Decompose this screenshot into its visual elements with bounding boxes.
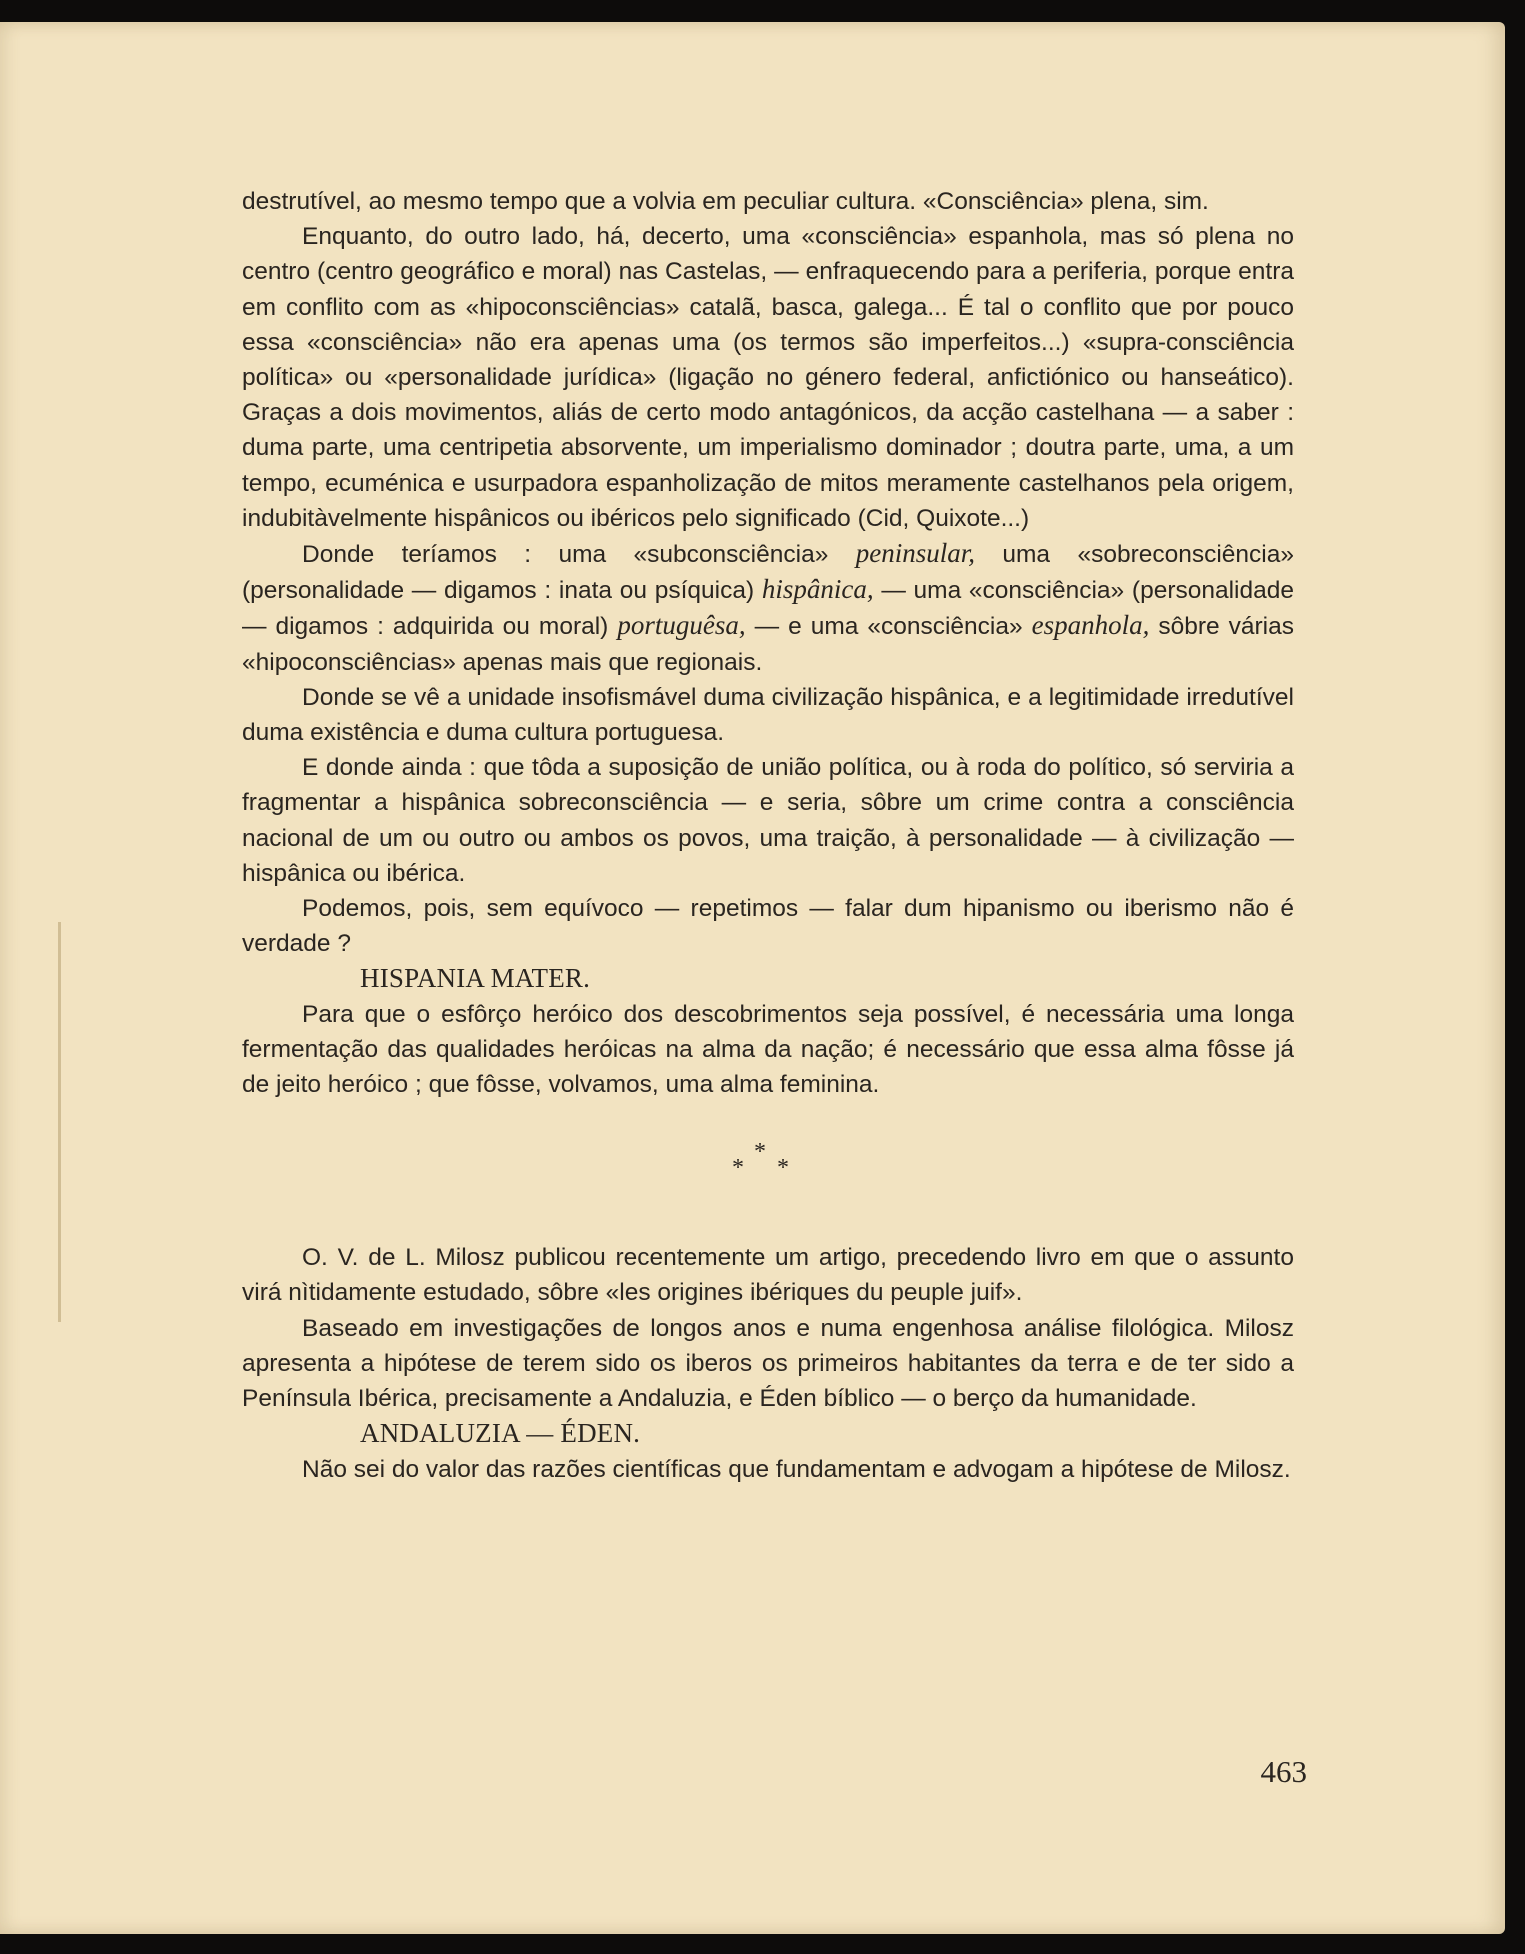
text-run: — uma «consciência» (personalidade — digamos : adquirida ou moral) (242, 577, 1294, 641)
paragraph-esforco-heroico: Para que o esfôrço heróico dos descobrimentos seja possível, é necessária uma longa fermentação das qualidades heróicas na alma da nação; é necessário que essa alma fôsse já de jeito heróico ; que fôsse, volvamos, uma alma feminina. (242, 1000, 1294, 1099)
text-run: uma «sobreconsciência» (personalidade — digamos : inata ou psíquica) (242, 541, 1295, 605)
paragraph-podemos: Podemos, pois, sem equívoco — repetimos — falar dum hipanismo ou iberismo não é verdade ? (242, 895, 1294, 958)
text-run: sôbre várias «hipoconsciências» apenas mais que regionais. (242, 613, 1294, 676)
text-run: — e uma «consciência» (745, 613, 1032, 641)
paragraph-uniao-politica: E donde ainda : que tôda a suposição de união política, ou à roda do político, só serviria a fragmentar a hispânica sobreconsciência — e seria, sôbre um crime contra a consciência nacional de um ou outro ou ambos os povos, uma traição, à personalidade — à civilização — hispânica ou ibérica. (242, 754, 1294, 887)
binding-gutter (58, 922, 61, 1322)
paragraph-milosz-artigo: O. V. de L. Milosz publicou recentemente um artigo, precedendo livro em que o assunto virá nìtidamente estudado, sôbre «les origines ibériques du peuple juif». (242, 1244, 1294, 1307)
page-body (242, 184, 1294, 1487)
paragraph-consciencia-espanhola: Enquanto, do outro lado, há, decerto, uma «consciência» espanhola, mas só plena no centro (centro geográfico e moral) nas Castelas, — enfraquecendo para a periferia, porque entra em conflito com as «hipoconsciências» catalã, basca, galega... É tal o conflito que por pouco essa «consciência» não era apenas uma (os termos são imperfeitos...) «supra-consciência política» ou «personalidade jurídica» (ligação no género federal, anfictiónico ou hanseático). Graças a dois movimentos, aliás de certo modo antagónicos, da acção castelhana — a saber : duma parte, uma centripetia absorvente, um imperialismo dominador ; doutra parte, uma, a um tempo, ecuménica e usurpadora espanholização de mitos meramente castelhanos pela origem, indubitàvelmente hispânicos ou ibéricos pelo significado (Cid, Quixote...) (242, 223, 1294, 532)
page-number: 463 (1260, 1754, 1307, 1789)
paragraph-unidade: Donde se vê a unidade insofismável duma civilização hispânica, e a legitimidade irredutível duma existência e duma cultura portuguesa. (242, 683, 1294, 747)
asterism-divider (242, 1139, 1294, 1184)
section-heading-andaluzia-eden: ANDALUZIA — ÉDEN. (360, 1418, 641, 1449)
asterism-star-right: * (777, 1155, 789, 1182)
italic-term: peninsular, (855, 538, 975, 569)
asterism-star-left: * (732, 1155, 744, 1182)
paragraph-continued: destrutível, ao mesmo tempo que a volvia em peculiar cultura. «Consciência» plena, sim. (242, 188, 1209, 215)
paragraph-final: Não sei do valor das razões científicas que fundamentam e advogam a hipótese de Milosz. (302, 1455, 1291, 1483)
paragraph-donde-teriamos (242, 536, 1294, 680)
paragraph-milosz-hipotese: Baseado em investigações de longos anos e numa engenhosa análise filológica. Milosz apresenta a hipótese de terem sido os iberos os primeiros habitantes da terra e de ter sido a Península Ibérica, precisamente a Andaluzia, e Éden bíblico — o berço da humanidade. (242, 1314, 1294, 1413)
italic-term: portuguêsa, (617, 610, 746, 641)
text-run: Donde teríamos : uma «subconsciência» (302, 541, 856, 569)
asterism-star-top: * (754, 1139, 766, 1166)
section-heading-hispania-mater: HISPANIA MATER. (360, 963, 591, 994)
italic-term: hispânica, (761, 574, 874, 605)
italic-term: espanhola, (1031, 610, 1150, 641)
